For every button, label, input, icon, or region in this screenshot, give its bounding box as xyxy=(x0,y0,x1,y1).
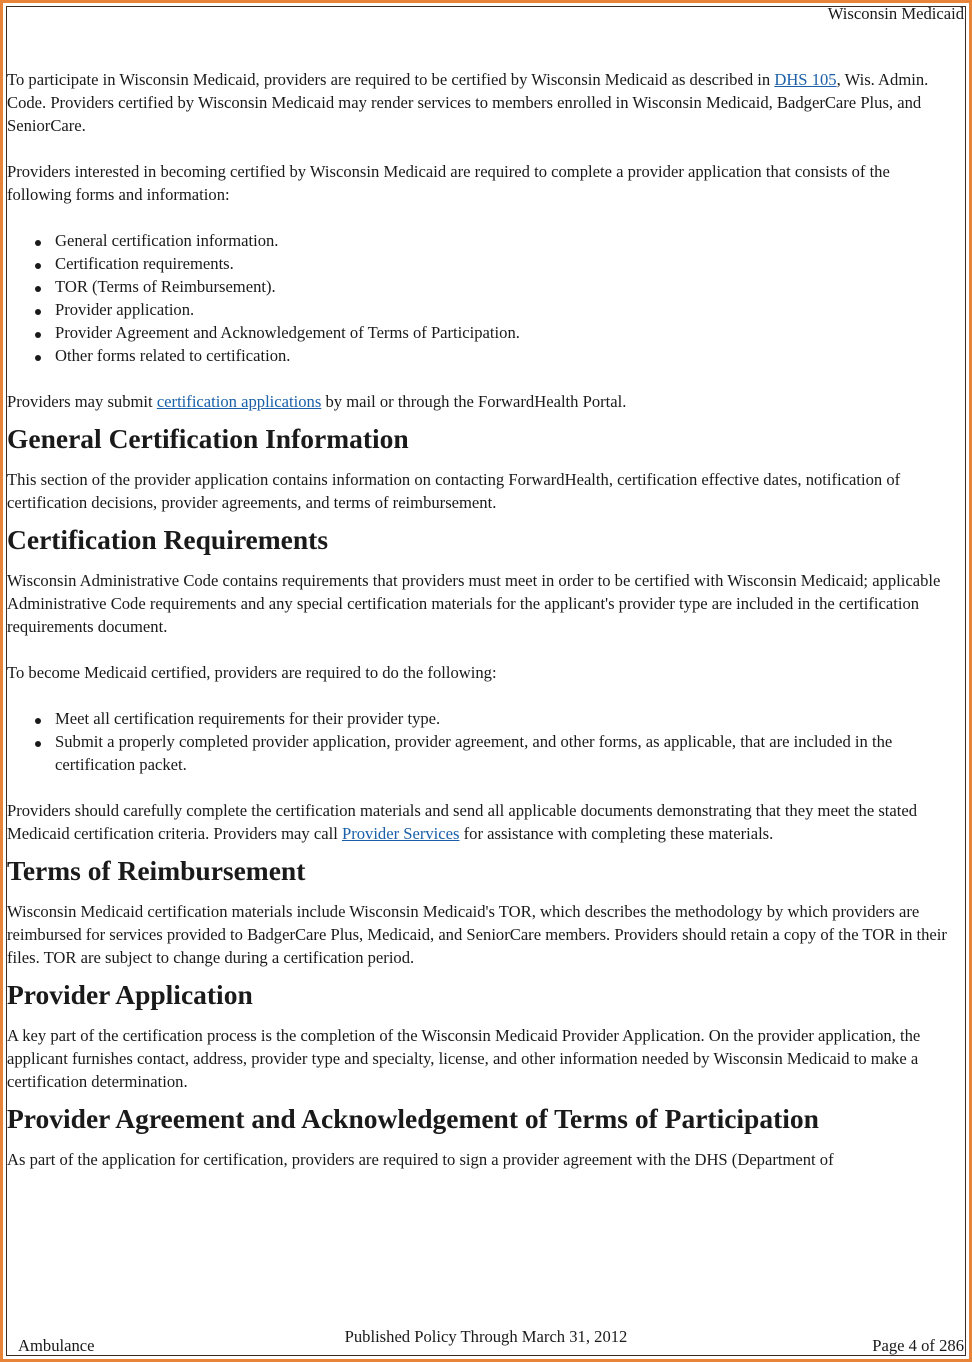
running-header: Wisconsin Medicaid xyxy=(827,4,964,23)
intro-p3-text-post: by mail or through the ForwardHealth Portal. xyxy=(321,392,627,411)
requirements-p3-text: Providers should carefully complete the certification materials and send all applicable documents demonstrating that they meet the stated Medicaid certification criteria. Providers may call xyxy=(7,801,918,843)
intro-paragraph-2: Providers interested in becoming certified by Wisconsin Medicaid are required to complete a provider application that consists of the following forms and information: xyxy=(7,162,890,204)
list-item: Certification requirements. xyxy=(7,252,947,275)
list-item: Provider Agreement and Acknowledgement of Terms of Participation. xyxy=(7,321,947,344)
list-item: Meet all certification requirements for their provider type. xyxy=(7,707,947,730)
requirements-paragraph-1: Wisconsin Administrative Code contains requirements that providers must meet in order to be certified with Wisconsin Medicaid; applicable Administrative Code requirements and any special certification materials for the applicant's provider type are included in the certification requirements document. xyxy=(7,571,941,636)
footer-section-label: Ambulance xyxy=(18,1336,95,1355)
requirements-p3-text-post: for assistance with completing these materials. xyxy=(459,824,774,843)
agreement-paragraph: As part of the application for certification, providers are required to sign a provider agreement with the DHS (Department of xyxy=(7,1150,834,1169)
list-item: General certification information. xyxy=(7,229,947,252)
list-item: TOR (Terms of Reimbursement). xyxy=(7,275,947,298)
list-item: Submit a properly completed provider application, provider agreement, and other forms, as applicable, that are included in the certification packet. xyxy=(7,730,947,776)
intro-paragraph-1 xyxy=(7,68,947,137)
footer-published-policy: Published Policy Through March 31, 2012 xyxy=(344,1327,628,1346)
tor-paragraph: Wisconsin Medicaid certification materials include Wisconsin Medicaid's TOR, which describes the methodology by which providers are reimbursed for services provided to BadgerCare Plus, Medicaid, and SeniorCare members. Providers should retain a copy of the TOR in their files. TOR are subject to change during a certification period. xyxy=(7,902,947,967)
certification-applications-link[interactable]: certification applications xyxy=(156,392,322,411)
footer-page-number: Page 4 of 286 xyxy=(872,1336,964,1355)
general-certification-heading: General Certification Information xyxy=(7,423,409,454)
requirements-paragraph-3 xyxy=(7,799,947,845)
certification-requirements-heading: Certification Requirements xyxy=(7,524,329,555)
list-item: Other forms related to certification. xyxy=(7,344,947,367)
list-item: Provider application. xyxy=(7,298,947,321)
provider-application-heading: Provider Application xyxy=(7,979,253,1010)
application-paragraph: A key part of the certification process is the completion of the Wisconsin Medicaid Provider Application. On the provider application, the applicant furnishes contact, address, provider type and specialty, license, and other information needed by Wisconsin Medicaid to make a certification determination. xyxy=(7,1026,921,1091)
dhs-105-link[interactable]: DHS 105 xyxy=(774,70,837,89)
intro-p1-text-post: , Wis. Admin. Code. Providers certified by Wisconsin Medicaid may render services to members enrolled in Wisconsin Medicaid, BadgerCare Plus, and SeniorCare. xyxy=(7,70,929,135)
requirements-paragraph-2: To become Medicaid certified, providers are required to do the following: xyxy=(7,663,497,682)
intro-paragraph-3 xyxy=(7,390,947,413)
intro-p1-text: To participate in Wisconsin Medicaid, providers are required to be certified by Wisconsin Medicaid as described in xyxy=(7,70,775,89)
application-forms-list xyxy=(7,229,947,367)
provider-services-link[interactable]: Provider Services xyxy=(341,824,460,843)
document-body xyxy=(7,0,947,1171)
provider-agreement-heading: Provider Agreement and Acknowledgement of Terms of Participation xyxy=(7,1103,819,1134)
terms-of-reimbursement-heading: Terms of Reimbursement xyxy=(7,855,306,886)
requirements-list xyxy=(7,707,947,776)
general-certification-paragraph: This section of the provider application contains information on contacting ForwardHealth, certification effective dates, notification of certification decisions, provider agreements, and terms of reimbursement. xyxy=(7,470,901,512)
intro-p3-text: Providers may submit xyxy=(7,392,157,411)
